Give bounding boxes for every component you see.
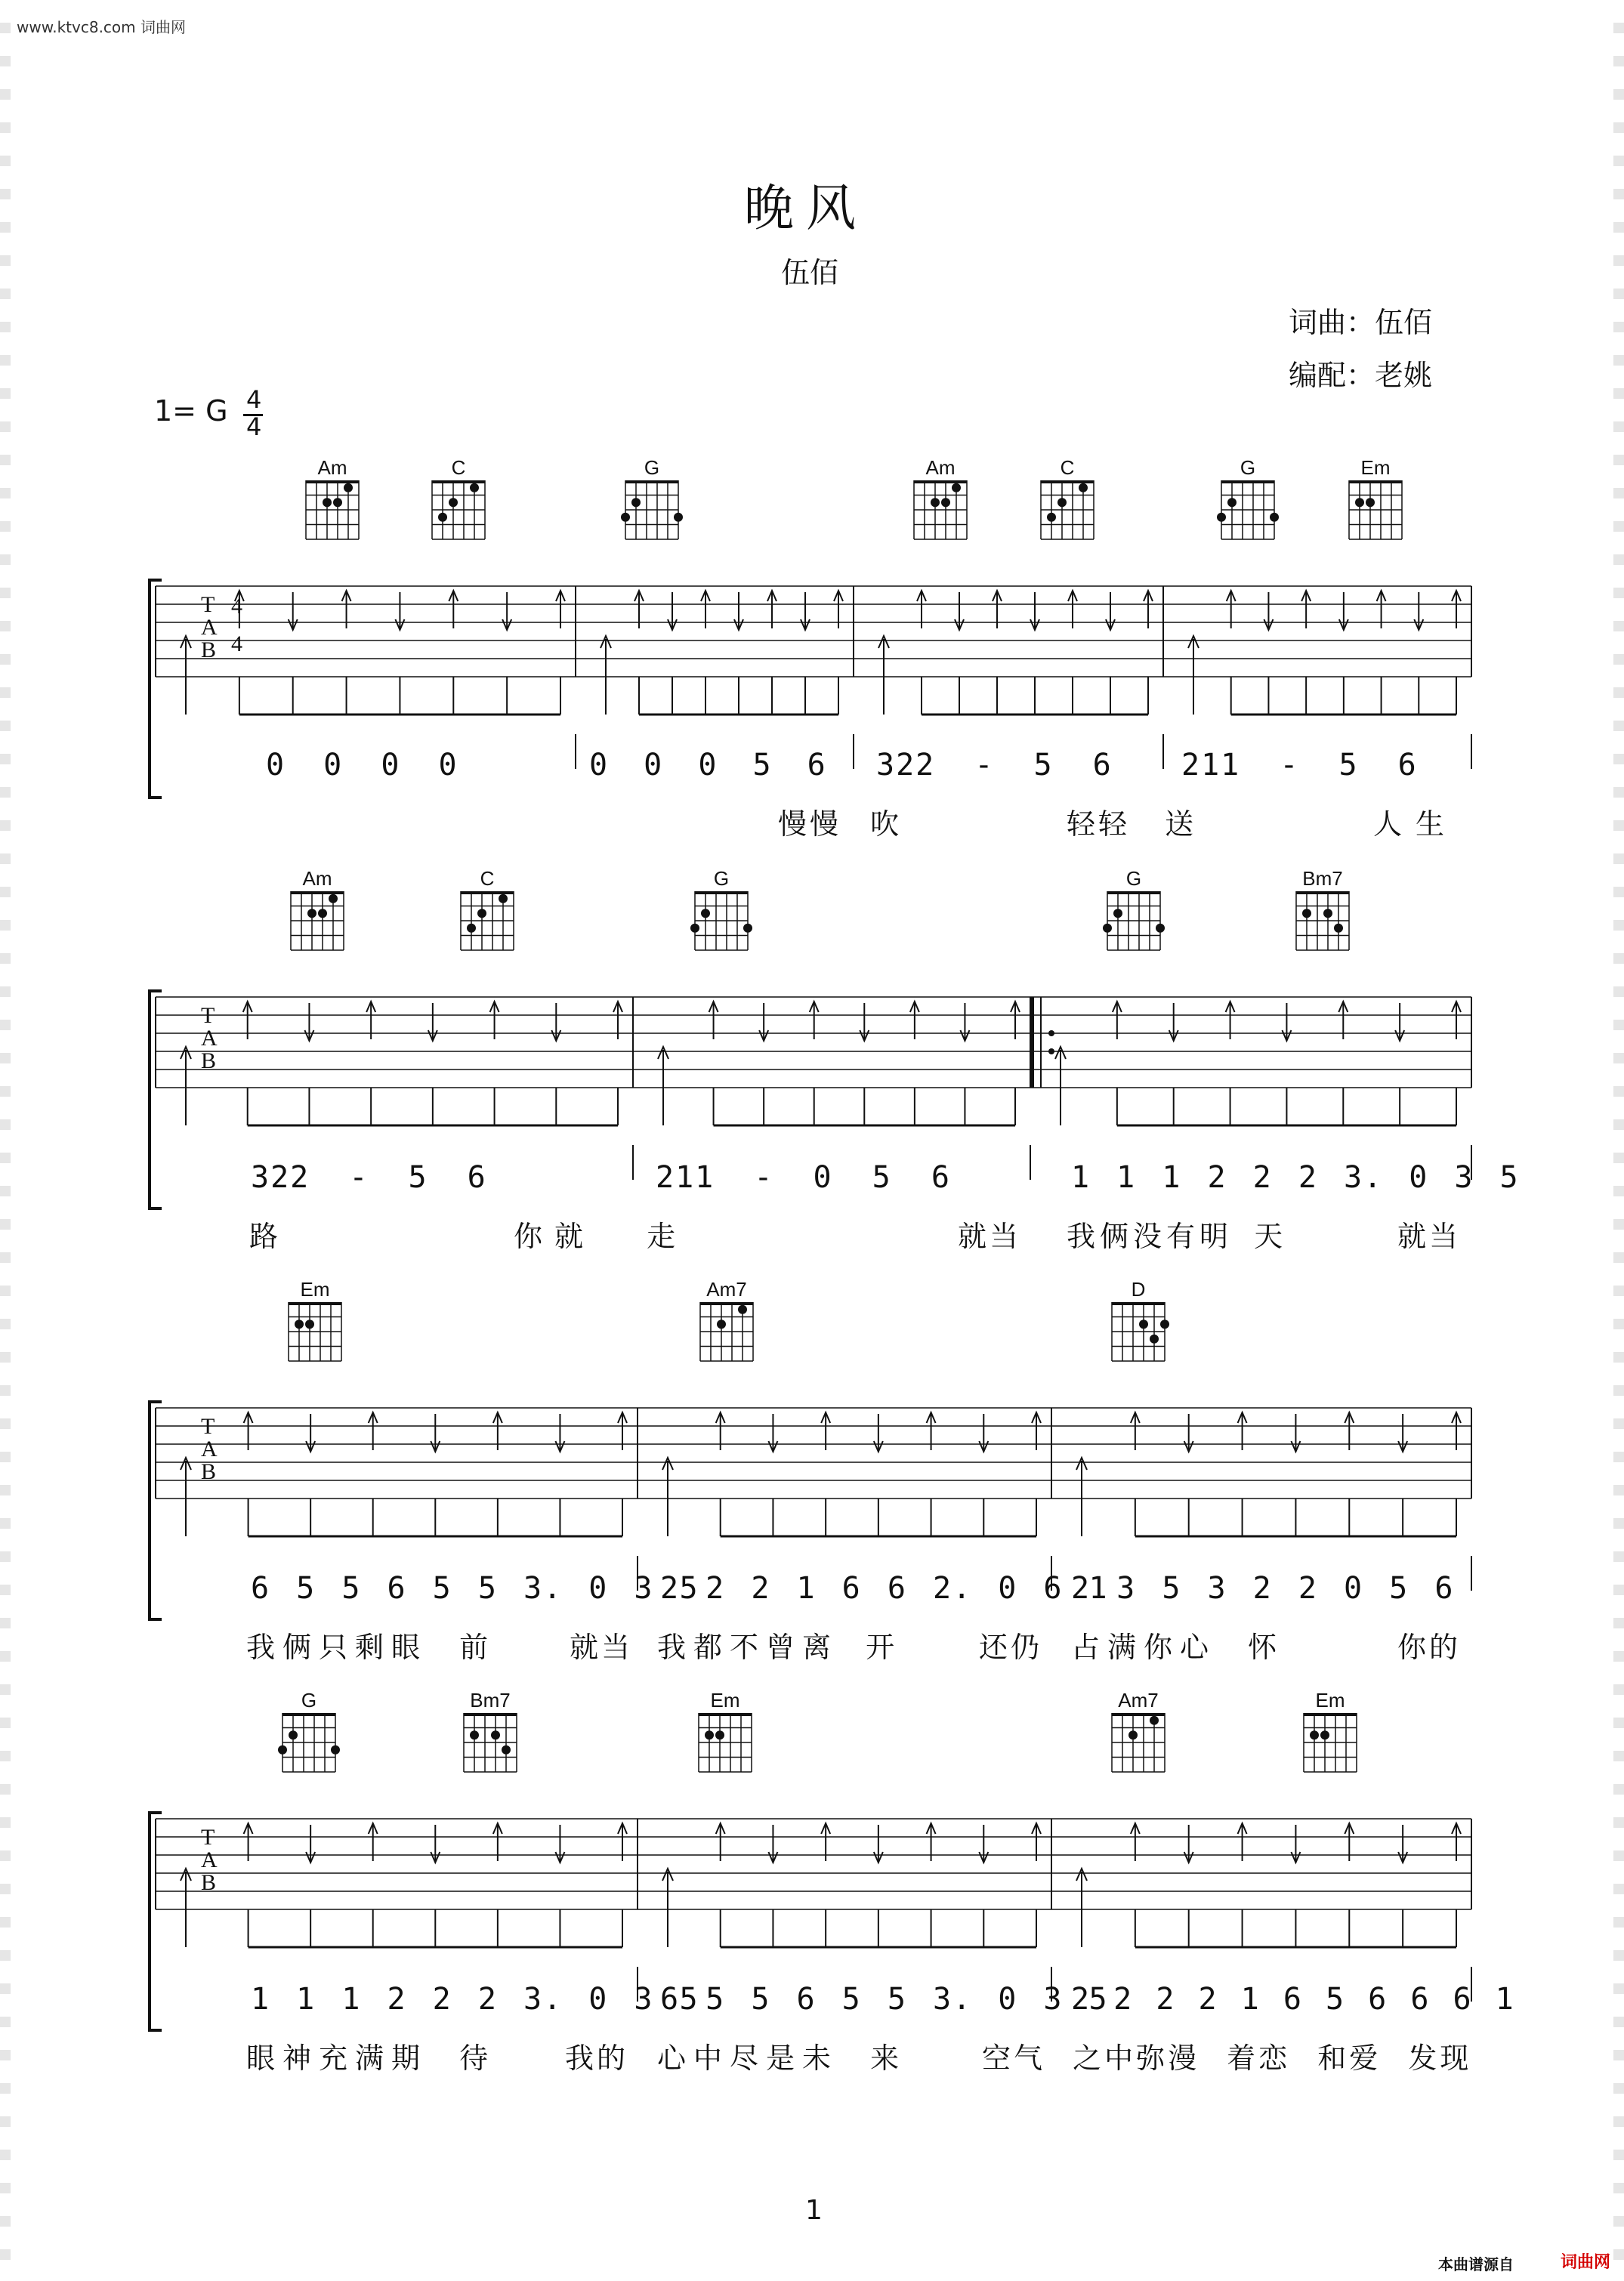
chord-nut — [1349, 480, 1402, 483]
chord-name: Am7 — [1118, 1689, 1159, 1712]
notes-s3-m3: 2 3 5 3 2 2 0 5 6 — [1071, 1571, 1455, 1606]
chord-dot — [307, 909, 316, 918]
chord-dot — [323, 498, 332, 507]
chord-dot — [331, 1745, 340, 1755]
chord-dot — [499, 894, 508, 903]
chord-nut — [1304, 1713, 1357, 1716]
notes-s3-m2: 2 2 2 1 6 6 2. 0 6 1 — [660, 1571, 1109, 1606]
chord-dot — [1217, 513, 1226, 522]
tab-label-b: B — [201, 1048, 217, 1073]
notes-s2-m2: 211 - 0 5 6 — [656, 1160, 951, 1195]
chord-dot — [1366, 498, 1375, 507]
chord-dot — [1320, 1730, 1329, 1739]
chord-diagram-am — [291, 867, 344, 950]
chord-dot — [1150, 1335, 1159, 1344]
chord-name: G — [713, 867, 730, 890]
chord-dot — [738, 1305, 747, 1314]
chord-nut — [695, 891, 748, 894]
notes-s2-m3: 1 1 1 2 2 2 3. 0 3 5 — [1071, 1160, 1520, 1195]
key-signature: 1= G — [154, 394, 228, 427]
chord-dot — [1139, 1320, 1148, 1329]
chord-diagram-em — [1304, 1689, 1357, 1772]
chord-nut — [914, 480, 967, 483]
chord-name: Em — [1360, 456, 1391, 479]
chord-name: Am — [317, 456, 347, 479]
chord-diagram-em — [1349, 456, 1402, 539]
chord-dot — [1227, 498, 1237, 507]
notes-s1-m3: 322 - 5 6 — [876, 748, 1113, 782]
chord-nut — [1112, 1302, 1165, 1305]
chord-name: C — [1060, 456, 1075, 479]
chord-diagram-g — [1103, 867, 1165, 950]
lyric-s1-1: 慢慢 吹 — [778, 807, 903, 841]
chord-dot — [1160, 1320, 1169, 1329]
chord-dot — [470, 483, 479, 492]
page-number: 1 — [805, 2195, 823, 2226]
song-artist: 伍佰 — [781, 256, 839, 289]
chord-nut — [1107, 891, 1160, 894]
chord-nut — [1296, 891, 1349, 894]
lyric-s3-6: 你的 — [1397, 1631, 1462, 1664]
chord-nut — [461, 891, 514, 894]
chord-dot — [1302, 909, 1311, 918]
lyric-s3-3: 我都不曾离 开 — [657, 1631, 903, 1664]
chord-nut — [1221, 480, 1274, 483]
chord-name: Em — [710, 1689, 740, 1712]
notes-s4-m1: 1 1 1 2 2 2 3. 0 3 5 — [251, 1982, 699, 2017]
chord-nut — [291, 891, 344, 894]
chord-dot — [701, 909, 710, 918]
chord-diagram-g — [278, 1689, 340, 1772]
notes-s1-m4: 211 - 5 6 — [1181, 748, 1418, 782]
lyric-s1-2: 轻轻 送 — [1067, 807, 1197, 841]
chord-diagram-c — [432, 456, 485, 539]
chord-nut — [1112, 1713, 1165, 1716]
chord-nut — [1041, 480, 1094, 483]
lyric-s1-3: 人生 — [1373, 807, 1459, 841]
chord-name: D — [1131, 1278, 1146, 1301]
tab-label-a: A — [201, 615, 218, 640]
chord-dot — [1323, 909, 1332, 918]
chord-diagram-g — [690, 867, 752, 950]
chord-dot — [1047, 513, 1056, 522]
chord-nut — [432, 480, 485, 483]
chord-diagram-am7 — [1112, 1689, 1165, 1772]
chord-dot — [318, 909, 327, 918]
credits-arrangement: 编配：老姚 — [1289, 359, 1433, 392]
chord-name: C — [480, 867, 495, 890]
chord-nut — [283, 1713, 335, 1716]
chord-nut — [625, 480, 678, 483]
site-url: www.ktvc8.com 词曲网 — [17, 18, 187, 36]
chord-diagram-am7 — [700, 1278, 753, 1361]
chord-nut — [464, 1713, 517, 1716]
notes-s4-m3: 2 2 2 2 1 6 5 6 6 6 1 — [1071, 1982, 1515, 2017]
tab-label-t: T — [201, 1003, 215, 1028]
chord-dot — [278, 1745, 287, 1755]
tab-label-b: B — [201, 1870, 217, 1895]
chord-diagram-c — [1041, 456, 1094, 539]
tab-label-t: T — [201, 1825, 215, 1850]
chord-dot — [717, 1320, 726, 1329]
chord-diagram-em — [699, 1689, 752, 1772]
chord-dot — [1103, 924, 1112, 933]
time-signature-top: 4 — [246, 385, 262, 414]
lyric-s2-2: 你就 走 — [514, 1220, 688, 1253]
chord-dot — [621, 513, 630, 522]
chord-dot — [1156, 924, 1165, 933]
chord-diagram-am — [306, 456, 359, 539]
chord-name: Bm7 — [1302, 867, 1343, 890]
chord-dot — [1128, 1730, 1138, 1739]
lyric-s4-4: 空气 之中弥漫 着恋 和爱 发现 — [982, 2042, 1472, 2075]
lyric-s3-1: 我俩只剩眼 前 — [246, 1631, 496, 1664]
chord-dot — [344, 483, 353, 492]
notes-s1-m1: 0 0 0 0 — [266, 748, 458, 782]
chord-name: C — [451, 456, 466, 479]
chord-diagram-g — [1217, 456, 1279, 539]
chord-dot — [305, 1320, 314, 1329]
source-text: 本曲谱源自 — [1438, 2255, 1514, 2273]
chord-name: G — [1240, 456, 1256, 479]
chord-dot — [715, 1730, 724, 1739]
tab-label-a: A — [201, 1847, 218, 1872]
chord-name: Bm7 — [470, 1689, 511, 1712]
chord-dot — [631, 498, 641, 507]
notes-s3-m1: 6 5 5 6 5 5 3. 0 3 5 — [251, 1571, 699, 1606]
tab-label-a: A — [201, 1437, 218, 1462]
credits-words-music: 词曲：伍佰 — [1289, 306, 1433, 339]
notes-s2-m1: 322 - 5 6 — [251, 1160, 487, 1195]
chord-name: Am7 — [706, 1278, 747, 1301]
chord-name: G — [644, 456, 660, 479]
chord-name: Am — [925, 456, 956, 479]
tab-label-a: A — [201, 1026, 218, 1051]
chord-name: Am — [302, 867, 332, 890]
chord-dot — [477, 909, 486, 918]
lyric-s3-5: 占满你心 怀 — [1071, 1631, 1285, 1664]
chord-dot — [1057, 498, 1067, 507]
chord-dot — [690, 924, 699, 933]
lyric-s4-1: 眼神充满期 待 — [246, 2042, 496, 2075]
chord-dot — [705, 1730, 714, 1739]
chord-dot — [470, 1730, 479, 1739]
chord-nut — [699, 1713, 752, 1716]
lyric-s2-5: 就当 — [1397, 1220, 1462, 1253]
chord-dot — [941, 498, 950, 507]
chord-dot — [467, 924, 476, 933]
chord-dot — [1310, 1730, 1319, 1739]
notes-s4-m2: 6 5 5 6 5 5 3. 0 3 5 — [660, 1982, 1109, 2017]
lyric-s2-3: 就当 — [958, 1220, 1022, 1253]
chord-dot — [1270, 513, 1279, 522]
chord-diagram-em — [289, 1278, 341, 1361]
chord-dot — [674, 513, 683, 522]
chord-dot — [1355, 498, 1364, 507]
chord-dot — [1113, 909, 1122, 918]
repeat-dot — [1048, 1048, 1054, 1054]
tab-label-b: B — [201, 637, 217, 662]
song-title: 晚风 — [744, 179, 868, 237]
chord-name: Em — [300, 1278, 330, 1301]
chord-dot — [295, 1320, 304, 1329]
tab-label-t: T — [201, 592, 215, 617]
chord-dot — [449, 498, 458, 507]
chord-dot — [1150, 1716, 1159, 1725]
chord-dot — [1334, 924, 1343, 933]
time-signature-bottom: 4 — [246, 412, 262, 441]
chord-name: G — [301, 1689, 317, 1712]
tab-time-signature: 4 — [231, 594, 242, 619]
lyric-s2-4: 我俩没有明 天 — [1067, 1220, 1288, 1253]
chord-diagram-bm7 — [1296, 867, 1349, 950]
lyric-s3-2: 就当 — [570, 1631, 634, 1664]
chord-dot — [329, 894, 338, 903]
tab-label-t: T — [201, 1414, 215, 1439]
chord-nut — [306, 480, 359, 483]
notes-s1-m2: 0 0 0 5 6 — [589, 748, 827, 782]
tab-label-b: B — [201, 1459, 217, 1484]
chord-dot — [1079, 483, 1088, 492]
chord-dot — [333, 498, 342, 507]
repeat-dot — [1048, 1030, 1054, 1036]
chord-dot — [743, 924, 752, 933]
chord-nut — [700, 1302, 753, 1305]
chord-nut — [289, 1302, 341, 1305]
lyric-s4-2: 我的 — [565, 2042, 629, 2075]
chord-name: Em — [1315, 1689, 1345, 1712]
chord-dot — [438, 513, 447, 522]
source-site-logo: 词曲网 — [1561, 2253, 1611, 2272]
chord-diagram-c — [461, 867, 514, 950]
chord-name: G — [1125, 867, 1142, 890]
tab-time-signature: 4 — [231, 631, 242, 656]
lyric-s3-4: 还仍 — [979, 1631, 1043, 1664]
chord-diagram-d — [1112, 1278, 1169, 1361]
lyric-s4-3: 心中尽是未 来 — [657, 2042, 907, 2075]
chord-dot — [502, 1745, 511, 1755]
chord-dot — [952, 483, 961, 492]
chord-diagram-g — [621, 456, 683, 539]
chord-dot — [931, 498, 940, 507]
chord-dot — [491, 1730, 500, 1739]
lyric-s2-1: 路 — [249, 1220, 279, 1253]
chord-dot — [289, 1730, 298, 1739]
chord-diagram-bm7 — [464, 1689, 517, 1772]
chord-diagram-am — [914, 456, 967, 539]
